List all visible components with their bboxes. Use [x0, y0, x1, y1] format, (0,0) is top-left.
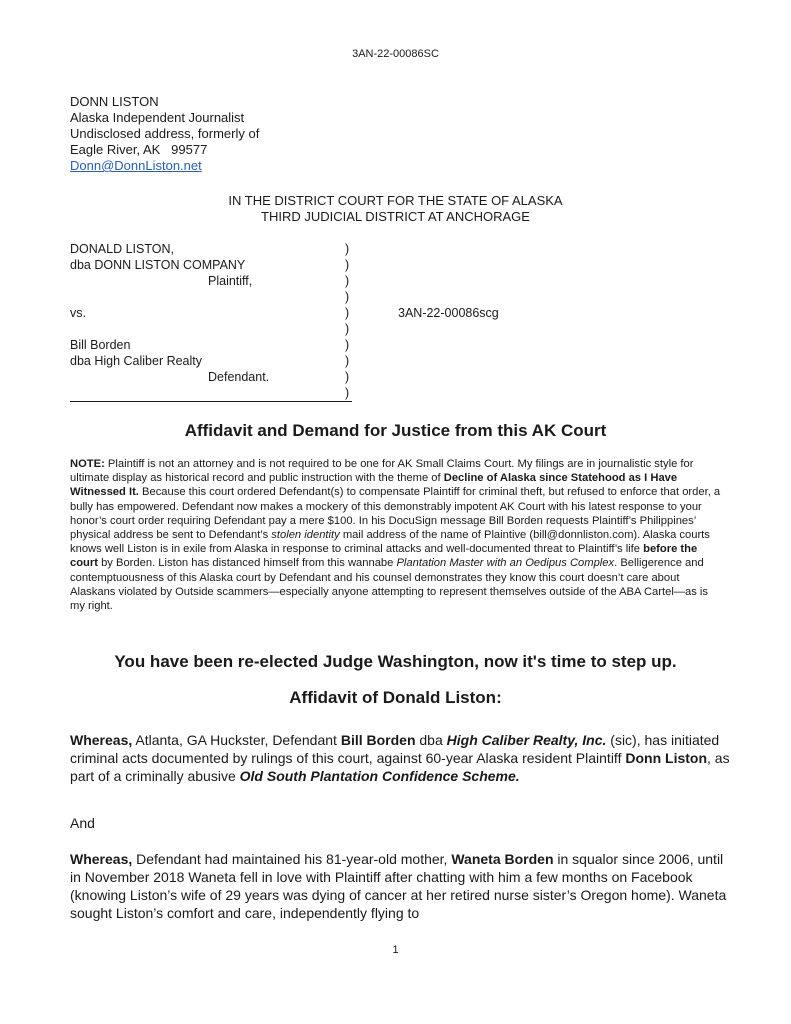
caption-versus: vs. [70, 306, 86, 320]
body-text: dba [415, 732, 447, 748]
body-bold: Donn Liston [625, 750, 708, 766]
caption-paren: ) [345, 306, 350, 320]
caption-paren: ) [345, 258, 350, 272]
note-emphasis: Decline of Alaska since Statehood as I Have Witnessed It. [70, 472, 678, 499]
body-bold-italic: High Caliber Realty, Inc. [446, 732, 607, 748]
caption-paren: ) [345, 322, 350, 336]
court-heading [0, 193, 791, 225]
caption-paren: ) [345, 242, 350, 256]
note-italic: Plantation Master with an Oedipus Complex [396, 557, 615, 570]
whereas-paragraph-1 [70, 731, 730, 785]
caption-paren: ) [345, 290, 350, 304]
whereas-label: Whereas, [70, 851, 133, 867]
defendant-name: Bill Borden [70, 338, 131, 352]
defendant-dba: dba High Caliber Realty [70, 354, 203, 368]
caption-underline [70, 401, 352, 402]
note-emphasis: before the court [70, 543, 698, 570]
body-text: Defendant had maintained his 81-year-old mother, [132, 851, 452, 867]
affidavit-heading: Affidavit of Donald Liston: [289, 688, 502, 707]
caption-paren: ) [345, 354, 350, 368]
header-case-number: 3AN-22-00086SC [352, 48, 439, 60]
sender-block [70, 94, 259, 174]
sender-city-line: Eagle River, AK 99577 [70, 142, 208, 157]
note-text: Because this court ordered Defendant(s) to compensate Plaintiff for criminal theft, but refused to enforce that order, a bully has empowered. Defendant now makes a mockery of this demonstrably impotent AK Court with his latest response to your honor’s court order requiring Defendant pay a mere $100. In his DocuSign message Bill Borden requests Plaintiff’s Philippines’ physical address be sent to Defendant’s [70, 486, 721, 542]
note-text: mail address of the name of Plaintive (bill@donnliston.com). Alaska courts knows well Liston is in exile from Alaska in response to criminal attacks and well-documented threat to Plaintiff’s life [70, 529, 710, 556]
caption-case-number: 3AN-22-00086scg [398, 306, 499, 320]
headline: You have been re-elected Judge Washington, now it's time to step up. [114, 652, 677, 671]
note-text: by Borden. Liston has distanced himself from this wannabe [97, 557, 397, 570]
note-text: Plaintiff is not an attorney and is not required to be one for AK Small Claims Court. My filings are in journalistic style for ultimate display as historical record and public instruction with the theme of [70, 458, 694, 485]
document-title: Affidavit and Demand for Justice from this AK Court [184, 421, 607, 440]
plaintiff-name: DONALD LISTON, [70, 242, 174, 256]
sender-title: Alaska Independent Journalist [70, 110, 245, 125]
sender-address-line: Undisclosed address, formerly of [70, 126, 260, 141]
court-line-2: THIRD JUDICIAL DISTRICT AT ANCHORAGE [261, 209, 530, 224]
body-text: in squalor since 2006, until in November 2018 Waneta fell in love with Plaintiff after chatting with him a few months on Facebook (knowing Liston’s wife of 29 years was dying of cancer at her retired nurse sister’s Oregon home). Waneta sought Liston’s comfort and care, independently flying to [70, 851, 727, 921]
body-bold-italic: Old South Plantation Confidence Scheme. [239, 768, 520, 784]
note-paragraph [70, 457, 725, 613]
and-text: And [70, 815, 95, 831]
plaintiff-dba: dba DONN LISTON COMPANY [70, 258, 246, 272]
case-caption [70, 241, 499, 401]
body-bold: Waneta Borden [451, 851, 554, 867]
caption-paren: ) [345, 274, 350, 288]
body-text: (sic), has initiated criminal acts documented by rulings of this court, against 60-year Alaska resident Plaintiff [70, 732, 720, 766]
sender-email-link[interactable]: Donn@DonnListon.net [70, 158, 202, 173]
note-text: . Belligerence and contemptuousness of this Alaska court by Defendant and his counsel demonstrates they know this court doesn’t care about Alaskans violated by Outside scammers—especially anyone attempting to represent themselves outside of the ABA Cartel—as is my right. [70, 557, 709, 613]
court-line-1: IN THE DISTRICT COURT FOR THE STATE OF ALASKA [228, 193, 563, 208]
caption-paren: ) [345, 386, 350, 400]
caption-paren: ) [345, 338, 350, 352]
body-text: Atlanta, GA Huckster, Defendant [132, 732, 341, 748]
body-bold: Bill Borden [340, 732, 416, 748]
whereas-paragraph-2 [70, 850, 730, 922]
note-italic: stolen identity [271, 529, 340, 542]
plaintiff-role: Plaintiff, [208, 274, 253, 288]
defendant-role: Defendant. [208, 370, 270, 384]
caption-paren: ) [345, 370, 350, 384]
note-label: NOTE: [70, 458, 105, 470]
whereas-label: Whereas, [70, 732, 133, 748]
body-text: , as part of a criminally abusive [70, 750, 730, 784]
page-number: 1 [392, 944, 399, 956]
sender-name: DONN LISTON [70, 94, 159, 109]
